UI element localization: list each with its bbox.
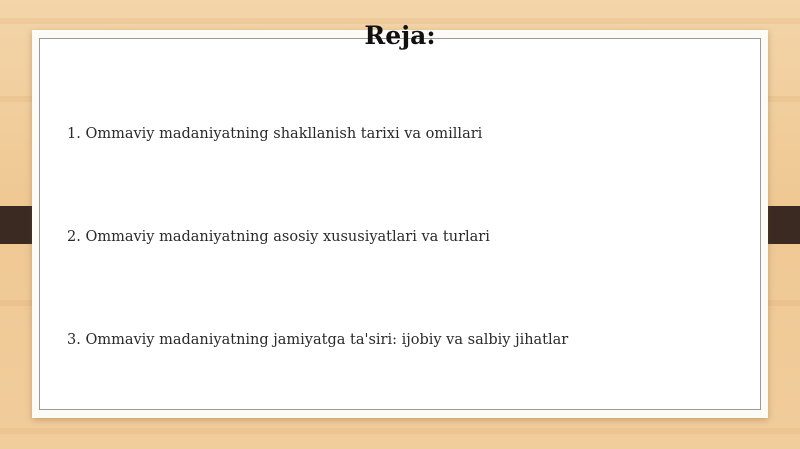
plan-item-1: 1. Ommaviy madaniyatning shakllanish tarixi va omillari — [67, 126, 483, 142]
slide-card — [32, 30, 768, 418]
wood-grain — [0, 428, 800, 434]
plan-item-3: 3. Ommaviy madaniyatning jamiyatga ta'siri: ijobiy va salbiy jihatlar — [67, 332, 569, 348]
slide-title: Reja: — [364, 21, 436, 50]
plan-item-2: 2. Ommaviy madaniyatning asosiy xususiyatlari va turlari — [67, 229, 490, 245]
slide-card-frame — [39, 38, 761, 410]
